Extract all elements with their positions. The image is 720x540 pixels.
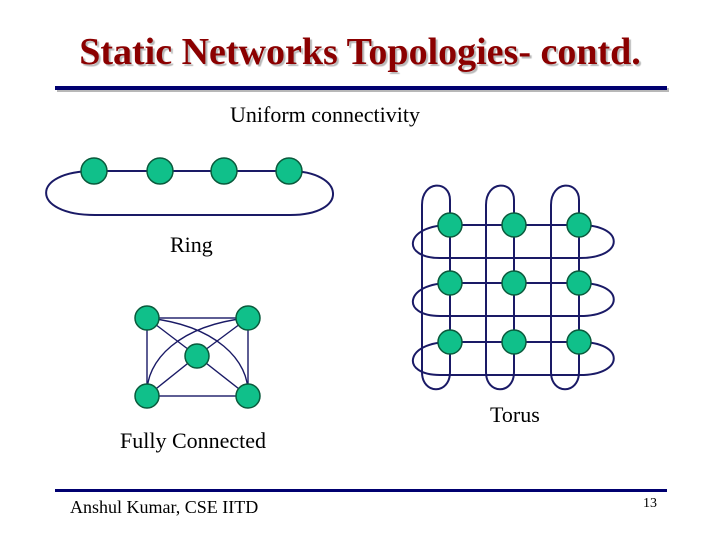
torus-node [438,330,462,354]
torus-node [502,271,526,295]
torus-diagram [413,186,614,390]
ring-node [81,158,107,184]
slide-subtitle: Uniform connectivity [230,102,421,127]
fc-node [236,306,260,330]
fc-node [185,344,209,368]
torus-node [502,213,526,237]
torus-node [567,271,591,295]
ring-diagram [46,158,333,215]
footer-author: Anshul Kumar, CSE IITD [70,497,259,517]
torus-node [567,330,591,354]
fc-node [135,306,159,330]
torus-node [567,213,591,237]
fc-node [236,384,260,408]
fully-connected-label: Fully Connected [120,428,267,453]
torus-node [438,213,462,237]
fully-connected-diagram [135,306,260,408]
ring-node [147,158,173,184]
torus-label: Torus [490,402,540,427]
ring-node [211,158,237,184]
fc-node [135,384,159,408]
torus-node [438,271,462,295]
page-number: 13 [643,496,657,511]
ring-node [276,158,302,184]
torus-node [502,330,526,354]
slide-title: Static Networks Topologies- contd. [79,31,641,73]
ring-label: Ring [170,232,213,257]
footer-rule [55,489,667,492]
